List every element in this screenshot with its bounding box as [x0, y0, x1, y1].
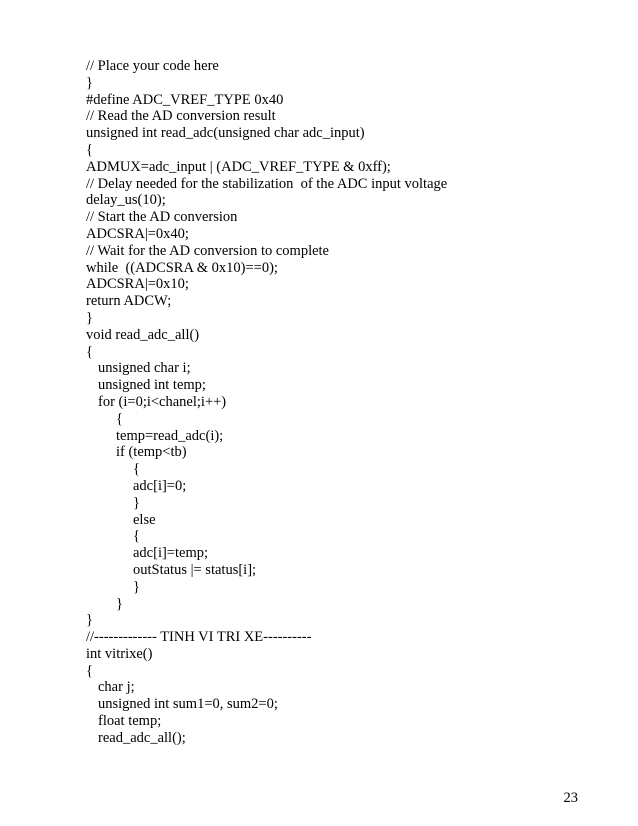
- code-line: unsigned int read_adc(unsigned char adc_input): [86, 125, 365, 142]
- code-line: ADMUX=adc_input | (ADC_VREF_TYPE & 0xff);: [86, 158, 391, 175]
- code-line: temp=read_adc(i);: [116, 427, 224, 444]
- code-line: adc[i]=temp;: [133, 545, 209, 562]
- code-line: {: [86, 141, 93, 158]
- code-line: unsigned int sum1=0, sum2=0;: [98, 696, 278, 713]
- code-line: }: [133, 494, 140, 511]
- code-line: // Wait for the AD conversion to complete: [86, 242, 329, 259]
- code-line: {: [86, 343, 93, 360]
- code-line: else: [133, 511, 156, 528]
- code-line: ADCSRA|=0x10;: [86, 276, 189, 293]
- code-line: }: [86, 612, 93, 629]
- code-line: if (temp<tb): [116, 444, 187, 461]
- code-line: // Delay needed for the stabilization of the ADC input voltage: [86, 175, 448, 192]
- code-line: {: [86, 662, 93, 679]
- code-line: unsigned int temp;: [98, 377, 206, 394]
- code-line: float temp;: [98, 713, 162, 730]
- code-line: read_adc_all();: [98, 729, 186, 746]
- page-number: 23: [563, 790, 578, 806]
- code-line: {: [133, 528, 140, 545]
- code-listing: [86, 58, 566, 747]
- code-line: void read_adc_all(): [86, 326, 200, 343]
- code-line: unsigned char i;: [98, 360, 191, 377]
- code-line: }: [86, 74, 93, 91]
- code-line: //------------- TINH VI TRI XE----------: [86, 629, 312, 646]
- code-line: // Place your code here: [86, 58, 219, 74]
- code-line: #define ADC_VREF_TYPE 0x40: [86, 91, 284, 108]
- code-line: {: [133, 461, 140, 478]
- code-line: return ADCW;: [86, 293, 172, 310]
- code-line: }: [116, 595, 123, 612]
- code-line: // Read the AD conversion result: [86, 108, 276, 125]
- code-line: }: [133, 578, 140, 595]
- code-line: ADCSRA|=0x40;: [86, 225, 189, 242]
- code-line: {: [116, 410, 123, 427]
- code-line: delay_us(10);: [86, 192, 166, 209]
- code-line: outStatus |= status[i];: [133, 561, 257, 578]
- code-line: // Start the AD conversion: [86, 209, 238, 226]
- code-line: adc[i]=0;: [133, 477, 187, 494]
- code-line: }: [86, 309, 93, 326]
- code-line: int vitrixe(): [86, 645, 153, 662]
- code-line: for (i=0;i<chanel;i++): [98, 393, 227, 410]
- code-line: while ((ADCSRA & 0x10)==0);: [86, 259, 278, 276]
- code-line: char j;: [98, 679, 135, 696]
